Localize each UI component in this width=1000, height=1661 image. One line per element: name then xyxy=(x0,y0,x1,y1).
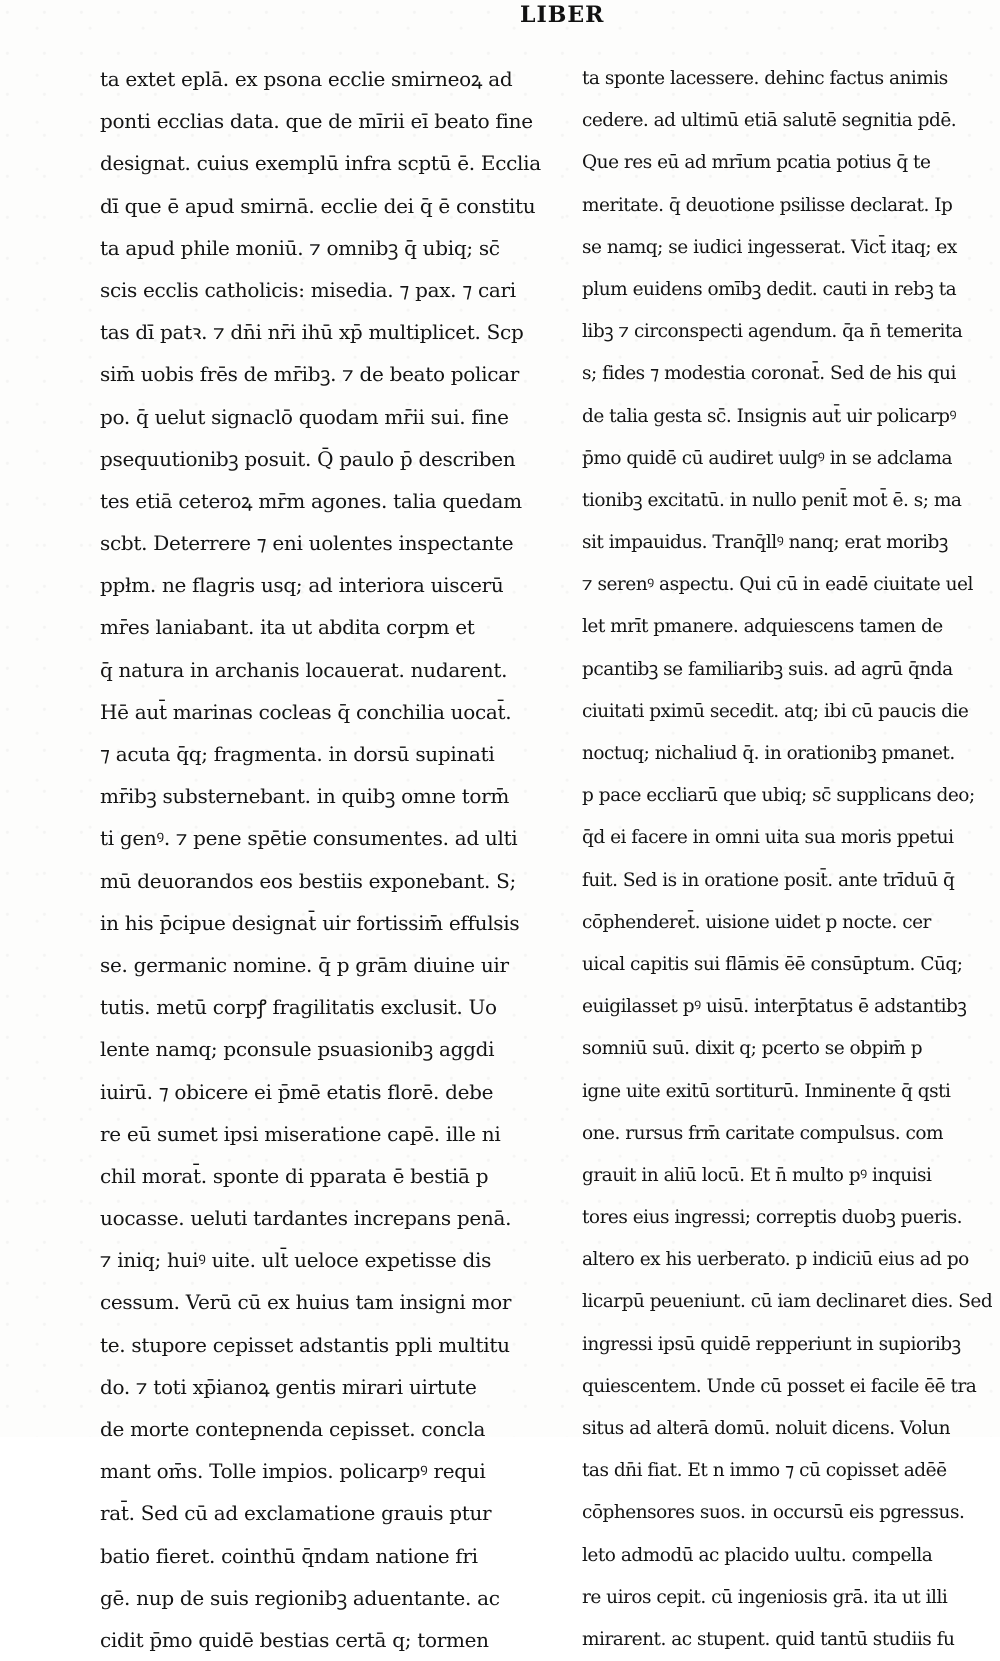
text-line: noctuq; nichaliud q̄. in orationibꝫ pmanet. xyxy=(582,743,955,764)
text-line: ⁊ serenꝰ aspectu. Qui cū in eadē ciuitate uel xyxy=(582,574,973,596)
text-line: p pace eccliarū que ubiq; sc̄ supplicans deo; xyxy=(582,785,975,807)
text-line: tionibꝫ excitatū. in nullo penit̄ mot̄ ē. s; ma xyxy=(582,489,962,511)
text-line: ta extet eplā. ex psona ecclie smirneoꝝ ad xyxy=(100,67,513,91)
text-line: somniū suū. dixit q; pcerto se obpim̄ p xyxy=(582,1038,923,1060)
left-text-column xyxy=(100,58,560,1661)
text-line: mū deuorandos eos bestiis exponebant. S; xyxy=(100,868,516,893)
text-line: mr̄ibꝫ substernebant. in quibꝫ omne torm̄ xyxy=(100,784,510,809)
text-line: cidit p̄mo quidē bestias certā q; tormen xyxy=(100,1627,489,1652)
text-line: ppłm. ne flagris usq; ad interiora uiscerū xyxy=(100,573,504,598)
text-line: tutis. metū corpꝭ fragilitatis exclusit. Uo xyxy=(100,995,497,1020)
text-line: cōphenderet̄. uisione uidet p nocte. cer xyxy=(582,911,931,933)
text-line: do. ⁊ toti xp̄ianoꝝ gentis mirari uirtute xyxy=(100,1374,477,1399)
text-line: ⁊ acuta q̄q; fragmenta. in dorsū supinati xyxy=(100,742,495,766)
text-line: tas dī patꝛ. ⁊ dn̄i nr̄i ihū xp̄ multiplicet. Scp xyxy=(100,320,524,345)
text-line: Hē aut̄ marinas cocleas q̄ conchilia uocat̄. xyxy=(100,699,512,724)
text-line: tores eius ingressi; correptis duobꝫ pueris. xyxy=(582,1207,962,1229)
text-line: sit impauidus. Tranq̄llꝰ nanq; erat moribꝫ xyxy=(582,532,948,554)
text-line: se namq; se iudici ingesserat. Vict̄ itaq; ex xyxy=(582,236,957,258)
text-line: scbt. Deterrere ⁊ eni uolentes inspectante xyxy=(100,531,514,556)
text-line: ⁊ iniq; huiꝰ uite. ult̄ ueloce expetisse dis xyxy=(100,1248,492,1273)
text-line: re eū sumet ipsi miseratione capē. ille ni xyxy=(100,1121,501,1146)
text-line: ponti ecclias data. que de mīrii eī beato fine xyxy=(100,109,533,134)
text-line: one. rursus frm̄ caritate compulsus. com xyxy=(582,1122,944,1144)
running-head: LIBER xyxy=(520,2,605,28)
text-line: let mrīt pmanere. adquiescens tamen de xyxy=(582,616,943,638)
text-line: cedere. ad ultimū etiā salutē segnitia pdē. xyxy=(582,110,957,132)
text-line: quiescentem. Unde cū posset ei facile ēē tra xyxy=(582,1375,977,1397)
text-line: psequutionibꝫ posuit. Q̄ paulo p̄ describen xyxy=(100,446,516,471)
text-line: se. germanic nomine. q̄ p grām diuine uir xyxy=(100,952,509,977)
text-line: grauit in aliū locū. Et n̄ multo pꝰ inquisi xyxy=(582,1164,932,1186)
text-line: dī que ē apud smirnā. ecclie dei q̄ ē constitu xyxy=(100,193,536,218)
text-line: q̄d ei facere in omni uita sua moris ppetui xyxy=(582,827,954,849)
text-line: ta sponte lacessere. dehinc factus animis xyxy=(582,68,948,89)
text-line: uocasse. ueluti tardantes increpans penā. xyxy=(100,1206,512,1231)
text-line: q̄ natura in archanis locauerat. nudarent. xyxy=(100,657,508,682)
text-line: tes etiā ceteroꝝ mr̄m agones. talia quedam xyxy=(100,488,522,513)
text-line: in his p̄cipue designat̄ uir fortissim̄ effulsis xyxy=(100,910,520,935)
text-line: mr̄es laniabant. ita ut abdita corpm et xyxy=(100,615,475,640)
text-line: cōphensores suos. in occursū eis pgressus. xyxy=(582,1502,965,1524)
text-line: fuit. Sed is in oratione posit̄. ante trīduū q̄ xyxy=(582,869,955,891)
text-line: uical capitis sui flāmis ēē consūptum. Cūq; xyxy=(582,953,963,975)
text-line: licarpū peueniunt. cū iam declinaret dies. Sed xyxy=(582,1291,992,1313)
text-line: tas dn̄i fiat. Et n immo ⁊ cū copisset adēē xyxy=(582,1460,947,1482)
text-line: te. stupore cepisset adstantis ppli multitu xyxy=(100,1332,510,1357)
text-line: pcantibꝫ se familiaribꝫ suis. ad agrū q̄nda xyxy=(582,658,953,680)
text-line: de morte contepnenda cepisset. concla xyxy=(100,1417,486,1441)
text-line: s; fides ⁊ modestia coronat̄. Sed de his qui xyxy=(582,363,956,385)
text-line: ingressi ipsū quidē repperiunt in supioribꝫ xyxy=(582,1333,961,1355)
text-line: altero ex his uerberato. p indiciū eius ad po xyxy=(582,1249,969,1271)
text-line: gē. nup de suis regionibꝫ aduentante. ac xyxy=(100,1585,500,1610)
text-line: leto admodū ac placido uultu. compella xyxy=(582,1544,933,1566)
right-text-column xyxy=(582,58,992,1661)
text-line: lente namq; pconsule psuasionibꝫ aggdi xyxy=(100,1037,495,1062)
text-line: designat. cuius exemplū infra scptū ē. Ecclia xyxy=(100,151,541,176)
text-line: meritate. q̄ deuotione psilisse declarat. Ip xyxy=(582,194,953,216)
text-line: p̄mo quidē cū audiret uulgꝰ in se adclama xyxy=(582,447,953,469)
text-line: sim̄ uobis frēs de mr̄ibꝫ. ⁊ de beato policar xyxy=(100,362,520,387)
text-line: ti genꝰ. ⁊ pene spētie consumentes. ad ulti xyxy=(100,826,518,851)
text-line: situs ad alterā domū. noluit dicens. Volun xyxy=(582,1418,951,1439)
text-line: scis ecclis catholicis: misedia. ⁊ pax. ⁊ cari xyxy=(100,277,516,302)
text-line: de talia gesta sc̄. Insignis aut̄ uir policarpꝰ xyxy=(582,405,957,427)
text-line: chil morat̄. sponte di pparata ē bestiā p xyxy=(100,1163,489,1188)
text-line: Que res eū ad mrīum pcatia potius q̄ te xyxy=(582,152,931,174)
text-line: po. q̄ uelut signaclō quodam mr̄ii sui. fine xyxy=(100,404,509,429)
text-line: batio fieret. cointhū q̄ndam natione fri xyxy=(100,1543,478,1568)
text-line: igne uite exitū sortiturū. Inminente q̄ qsti xyxy=(582,1080,951,1102)
text-line: ciuitati pximū secedit. atq; ibi cū paucis die xyxy=(582,700,969,722)
text-line: libꝫ ⁊ circonspecti agendum. q̄a n̄ temerita xyxy=(582,321,963,343)
text-line: rat̄. Sed cū ad exclamatione grauis ptur xyxy=(100,1501,492,1526)
text-line: iuirū. ⁊ obicere ei p̄mē etatis florē. debe xyxy=(100,1079,494,1104)
text-line: cessum. Verū cū ex huius tam insigni mor xyxy=(100,1290,512,1315)
text-line: plum euidens omībꝫ dedit. cauti in rebꝫ ta xyxy=(582,278,957,300)
text-line: euigilasset pꝰ uisū. interp̄tatus ē adstantibꝫ xyxy=(582,996,967,1018)
text-line: re uiros cepit. cū ingeniosis grā. ita ut illi xyxy=(582,1586,948,1608)
text-line: mirarent. ac stupent. quid tantū studiis fu xyxy=(582,1628,955,1650)
text-line: ta apud phile moniū. ⁊ omnibꝫ q̄ ubiq; sc̄ xyxy=(100,235,500,260)
text-line: mant om̄s. Tolle impios. policarpꝰ requi xyxy=(100,1459,486,1484)
